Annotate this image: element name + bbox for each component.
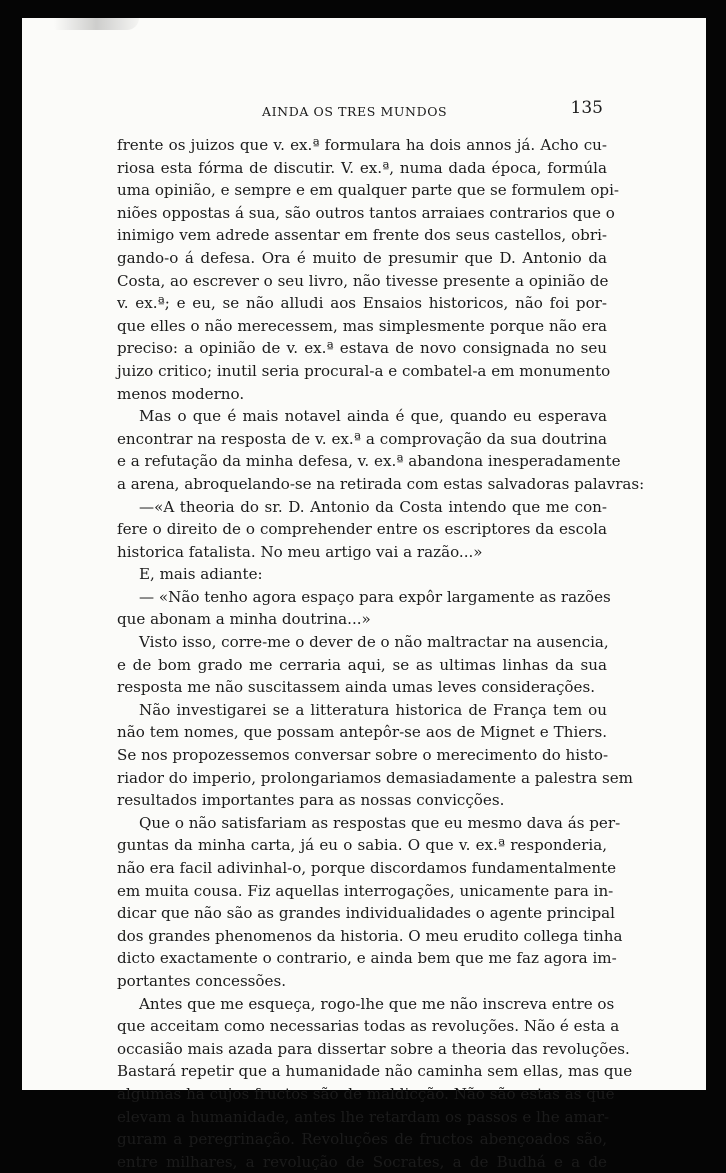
text-line: occasião mais azada para dissertar sobre a theoria das revoluções. — [117, 1039, 630, 1058]
text-line: Que o não satisfariam as respostas que eu mesmo dava ás per- — [139, 813, 621, 832]
text-line: — «Não tenho agora espaço para expôr largamente as razões — [139, 587, 611, 606]
text-line: resposta me não suscitassem ainda umas leves considerações. — [117, 678, 595, 697]
text-line: portantes concessões. — [117, 971, 286, 990]
text-line: menos moderno. — [117, 384, 245, 403]
text-line: Visto isso, corre-me o dever de o não maltractar na ausencia, — [139, 633, 609, 652]
text-line: Mas o que é mais notavel ainda é que, quando eu esperava — [139, 407, 607, 426]
text-line: juizo critico; inutil seria procural-a e combatel-a em monumento — [117, 361, 611, 380]
text-line: dos grandes phenomenos da historia. O meu erudito collega tinha — [117, 926, 623, 945]
text-line: resultados importantes para as nossas convicções. — [117, 791, 505, 810]
text-line: e a refutação da minha defesa, v. ex.ª abandona inesperadamente — [117, 452, 621, 471]
book-page — [22, 18, 706, 1171]
page-number: 135 — [570, 98, 603, 118]
text-line: preciso: a opinião de v. ex.ª estava de novo consignada no seu — [117, 339, 607, 358]
text-line: não tem nomes, que possam antepôr-se aos de Mignet e Thiers. — [117, 723, 607, 742]
text-line: Antes que me esqueça, rogo-lhe que me não inscreva entre os — [139, 994, 615, 1013]
text-line: inimigo vem adrede assentar em frente dos seus castellos, obri- — [117, 226, 607, 245]
text-line: v. ex.ª; e eu, se não alludi aos Ensaios historicos, não foi por- — [117, 294, 607, 313]
text-line: a arena, abroquelando-se na retirada com estas salvadoras palavras: — [117, 474, 645, 493]
text-line: Se nos propozessemos conversar sobre o merecimento do histo- — [117, 746, 609, 765]
text-line: encontrar na resposta de v. ex.ª a comprovação da sua doutrina — [117, 429, 607, 448]
text-line: frente os juizos que v. ex.ª formulara ha dois annos já. Acho cu- — [117, 136, 607, 154]
text-line: dicar que não são as grandes individualidades o agente principal — [117, 904, 615, 923]
page-header — [117, 98, 607, 124]
text-line: que acceitam como necessarias todas as revoluções. Não é esta a — [117, 1017, 620, 1036]
text-line: gando-o á defesa. Ora é muito de presumir que D. Antonio da — [117, 248, 607, 267]
text-line: que elles o não merecessem, mas simplesmente porque não era — [117, 316, 607, 335]
text-line: riador do imperio, prolongariamos demasiadamente a palestra sem — [117, 768, 633, 787]
scan-smudge — [54, 18, 139, 30]
text-line: uma opinião, e sempre e em qualquer parte que se formulem opi- — [117, 181, 620, 200]
text-line: fere o direito de o comprehender entre os escriptores da escola — [117, 520, 607, 539]
text-line: entre milhares, a revolução de Socrates, a de Budhá e a de — [117, 1152, 607, 1171]
text-line: riosa esta fórma de discutir. V. ex.ª, numa dada época, formúla — [117, 158, 607, 177]
text-line: —«A theoria do sr. D. Antonio da Costa intendo que me con- — [139, 497, 607, 516]
text-line: Costa, ao escrever o seu livro, não tivesse presente a opinião de — [117, 271, 609, 290]
text-line: Bastará repetir que a humanidade não caminha sem ellas, mas que — [117, 1062, 633, 1081]
body-text — [117, 134, 645, 1173]
text-line: historica fatalista. No meu artigo vai a razão...» — [117, 542, 483, 561]
text-line: e de bom grado me cerraria aqui, se as ultimas linhas da sua — [117, 655, 607, 674]
text-line: dicto exactamente o contrario, e ainda bem que me faz agora im- — [117, 949, 617, 968]
running-title: AINDA OS TRES MUNDOS — [262, 104, 448, 119]
text-line: niões oppostas á sua, são outros tantos arraiaes contrarios que o — [117, 203, 615, 222]
text-line: em muita cousa. Fiz aquellas interrogações, unicamente para in- — [117, 881, 614, 900]
text-line: algumas ha cujos fructos são de maldicção. Não são estas as que — [117, 1084, 615, 1103]
text-line: não era facil adivinhal-o, porque discordamos fundamentalmente — [117, 859, 617, 877]
text-line: E, mais adiante: — [139, 565, 263, 584]
text-line: guram a peregrinação. Revoluções de fructos abençoados são, — [117, 1130, 607, 1149]
text-line: guntas da minha carta, já eu o sabia. O que v. ex.ª responderia, — [117, 836, 607, 855]
text-line: que abonam a minha doutrina...» — [117, 610, 371, 629]
text-line: elevam a humanidade, antes lhe retardam os passos e lhe amar- — [117, 1107, 610, 1126]
text-line: Não investigarei se a litteratura historica de França tem ou — [139, 700, 607, 719]
